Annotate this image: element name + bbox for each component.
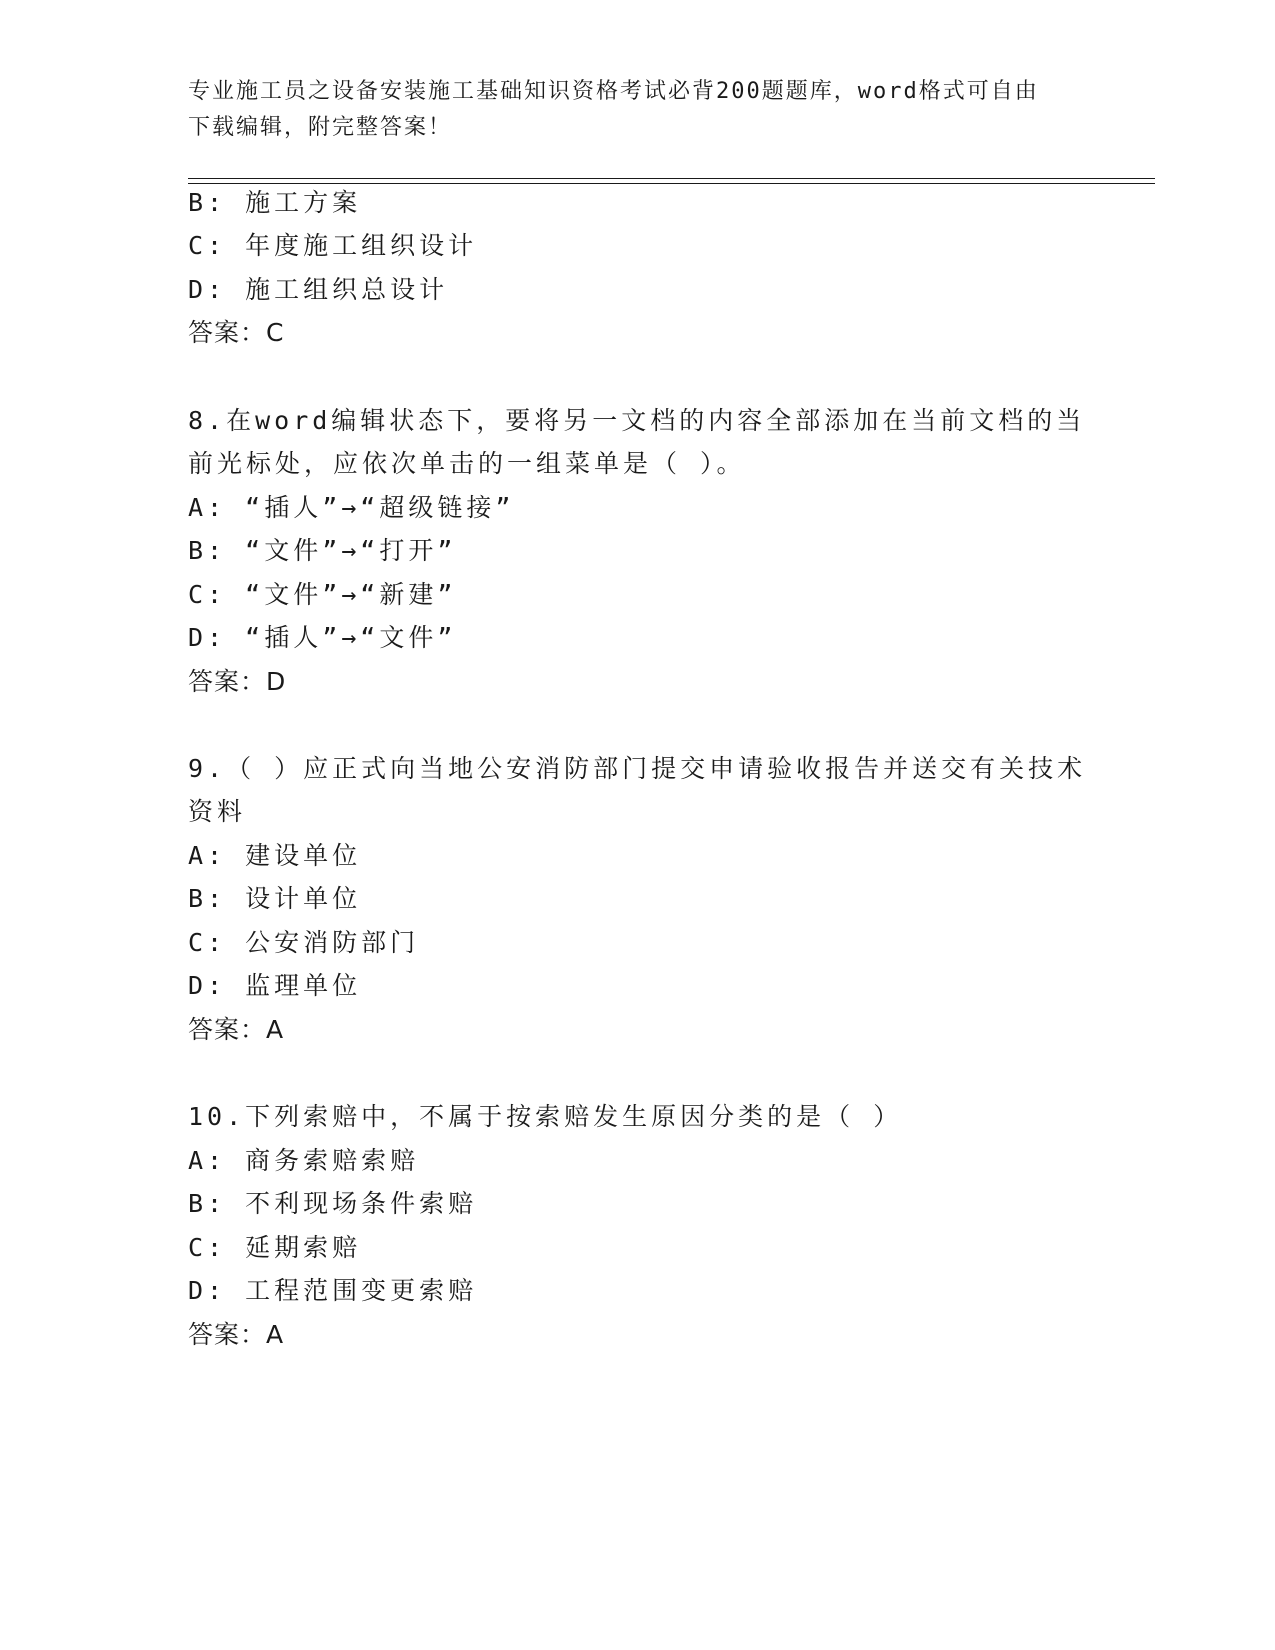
q9-option-d: D: 监理单位 [188,971,362,1000]
q8-option-a: A: “插人”→“超级链接” [188,493,515,522]
q8-stem-line-1: 8.在word编辑状态下，要将另一文档的内容全部添加在当前文档的当 [188,406,1086,435]
header-rule-top [188,178,1155,179]
q10-option-a: A: 商务索赔索赔 [188,1146,420,1175]
q9-answer: 答案：A [188,1015,285,1044]
prev-option-d: D: 施工组织总设计 [188,275,449,304]
q8-option-b: B: “文件”→“打开” [188,536,457,565]
q9-option-a: A: 建设单位 [188,841,362,870]
header-rule-bottom [188,183,1155,184]
prev-option-c: C: 年度施工组织设计 [188,231,478,260]
q9-stem-line-2: 资料 [188,797,247,826]
q9-option-c: C: 公安消防部门 [188,928,420,957]
q8-stem-line-2: 前光标处，应依次单击的一组菜单是（ ）。 [188,449,746,478]
prev-answer: 答案：C [188,318,285,347]
document-header [188,74,1068,146]
q9-option-b: B: 设计单位 [188,884,362,913]
q9-stem-line-1: 9.（ ）应正式向当地公安消防部门提交申请验收报告并送交有关技术 [188,754,1087,783]
q8-option-c: C: “文件”→“新建” [188,580,457,609]
q10-answer: 答案：A [188,1320,285,1349]
q10-option-d: D: 工程范围变更索赔 [188,1276,478,1305]
q10-option-b: B: 不利现场条件索赔 [188,1189,478,1218]
prev-option-b: B: 施工方案 [188,188,362,217]
q10-stem-line-1: 10.下列索赔中，不属于按索赔发生原因分类的是（ ） [188,1102,903,1131]
header-line-2: 下载编辑，附完整答案！ [188,115,453,140]
q8-answer: 答案：D [188,667,287,696]
q8-option-d: D: “插人”→“文件” [188,623,457,652]
header-line-1: 专业施工员之设备安装施工基础知识资格考试必背200题题库，word格式可自由 [188,79,1039,104]
q10-option-c: C: 延期索赔 [188,1233,362,1262]
